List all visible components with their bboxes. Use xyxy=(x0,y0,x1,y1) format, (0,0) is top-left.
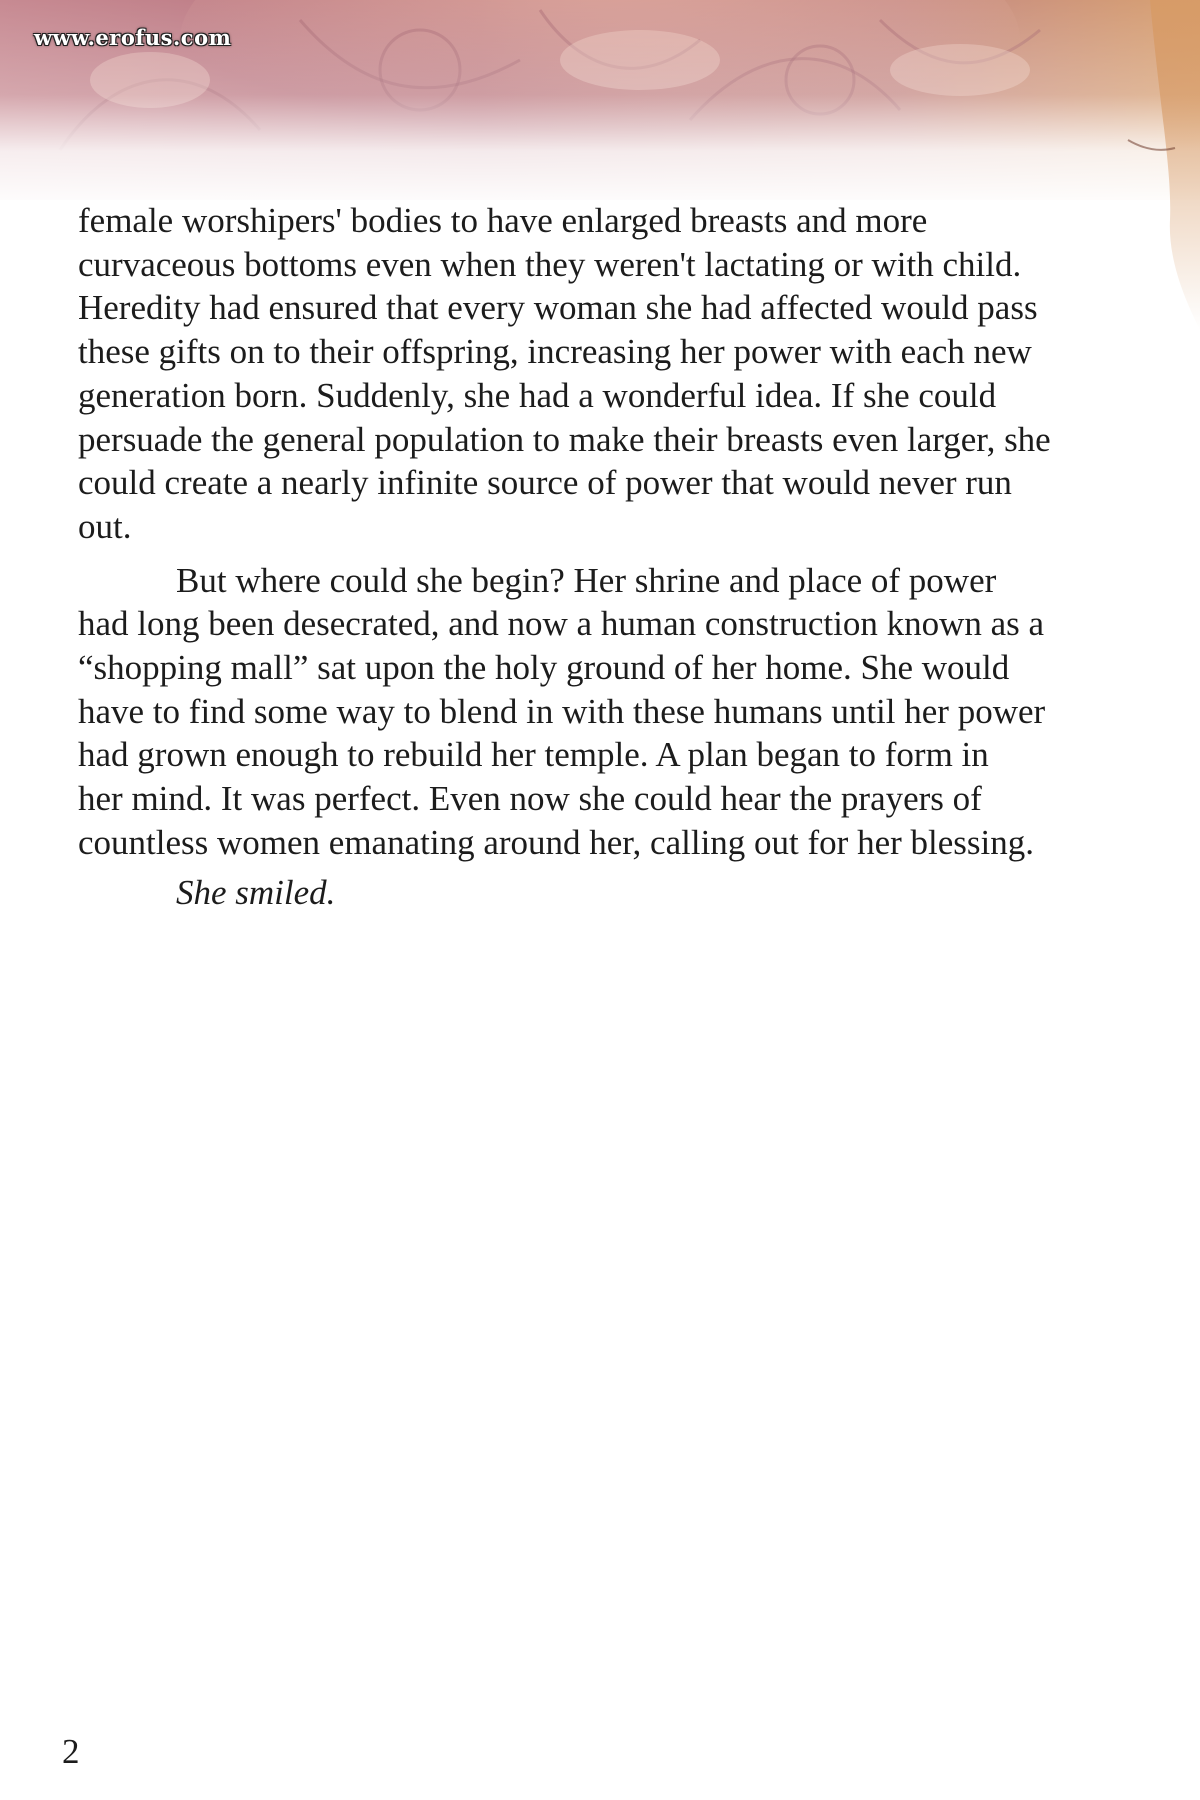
text-line: her mind. It was perfect. Even now she could hear the prayers of xyxy=(78,779,982,819)
paragraph-1 xyxy=(78,199,1138,549)
text-line: have to find some way to blend in with these humans until her power xyxy=(78,691,1046,731)
closing-line: She smiled. xyxy=(176,872,336,912)
text-line: out. xyxy=(78,506,132,546)
text-line: curvaceous bottoms even when they weren't lactating or with child. xyxy=(78,244,1022,284)
watermark-text: www.erofus.com xyxy=(34,25,232,50)
closing-paragraph xyxy=(78,871,1138,915)
text-line: “shopping mall” sat upon the holy ground of her home. She would xyxy=(78,648,1010,688)
text-line: these gifts on to their offspring, increasing her power with each new xyxy=(78,332,1032,372)
text-line: could create a nearly infinite source of power that would never run xyxy=(78,463,1012,503)
text-line: had long been desecrated, and now a human construction known as a xyxy=(78,604,1045,644)
text-line: persuade the general population to make their breasts even larger, she xyxy=(78,419,1051,459)
text-line: generation born. Suddenly, she had a wonderful idea. If she could xyxy=(78,375,997,415)
text-line: Heredity had ensured that every woman she had affected would pass xyxy=(78,288,1038,328)
paragraph-2 xyxy=(78,559,1138,865)
text-line: countless women emanating around her, calling out for her blessing. xyxy=(78,822,1034,862)
text-line: female worshipers' bodies to have enlarged breasts and more xyxy=(78,201,928,240)
text-line: But where could she begin? Her shrine and place of power xyxy=(176,560,997,600)
text-line: had grown enough to rebuild her temple. A plan began to form in xyxy=(78,735,989,775)
story-text xyxy=(78,199,1138,914)
page-number: 2 xyxy=(62,1732,80,1771)
